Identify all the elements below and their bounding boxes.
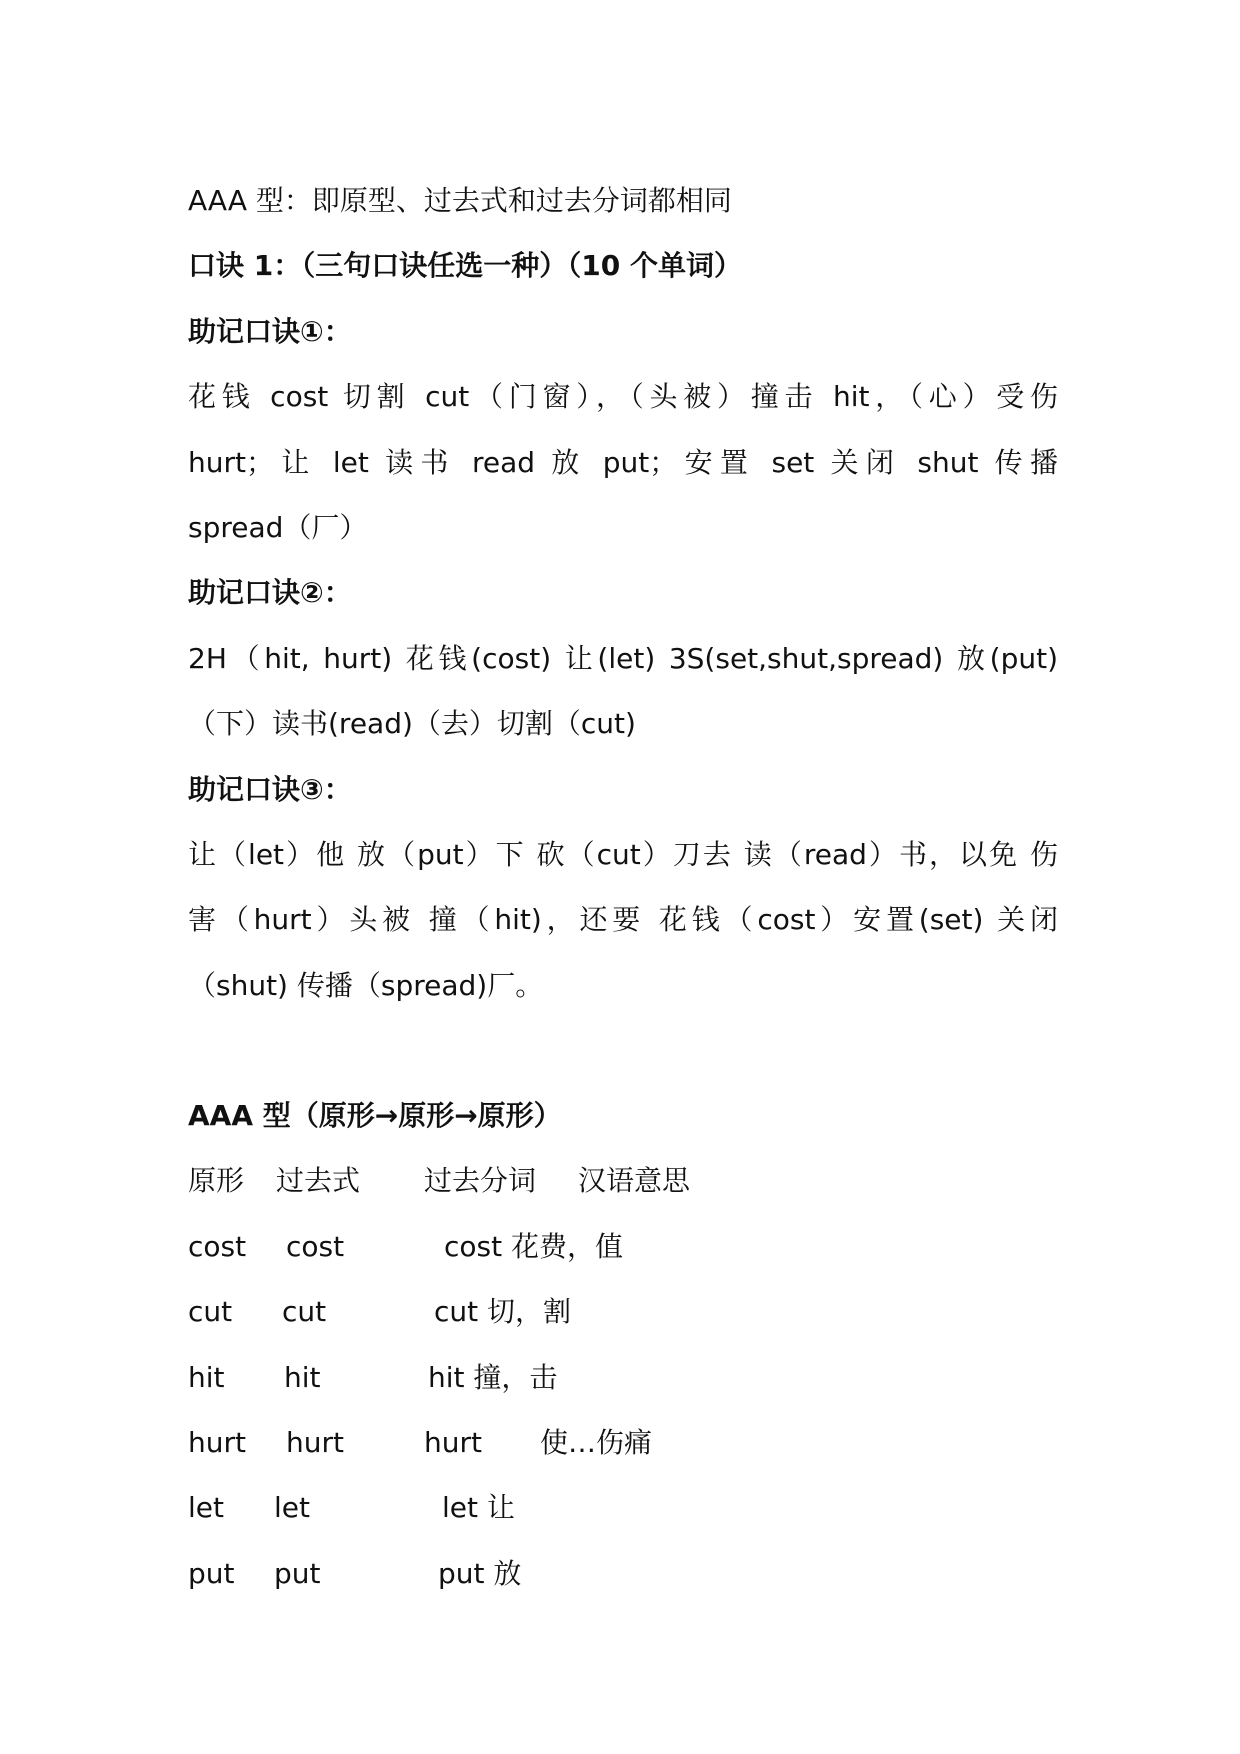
rhyme2-line-1: 2H（hit, hurt) 花钱(cost) 让(let) 3S(set,shut,spread) 放(put) <box>188 641 1058 675</box>
rhyme-heading: 口诀 1：（三句口诀任选一种）（10 个单词） <box>188 249 742 283</box>
cell-pp: let <box>442 1491 478 1525</box>
cell-pp: put <box>438 1556 485 1590</box>
cell-meaning: 花费，值 <box>511 1229 624 1263</box>
rhyme2-line-2: （下）读书(read)（去）切割（cut) <box>188 707 636 741</box>
cell-pp-meaning <box>428 1345 557 1410</box>
table-row <box>188 1345 1058 1410</box>
table-row <box>188 1279 1058 1344</box>
rhyme1-label: 助记口诀①： <box>188 314 352 348</box>
cell-base: hurt <box>188 1426 246 1460</box>
rhyme2-label: 助记口诀②： <box>188 576 352 610</box>
cell-pp: hurt <box>424 1426 482 1460</box>
cell-meaning: 使…伤痛 <box>540 1426 653 1460</box>
cell-pp: hit <box>428 1360 465 1394</box>
document-page <box>188 168 1058 1606</box>
blank-line <box>188 1018 1058 1083</box>
cell-past: cost <box>286 1229 345 1263</box>
table-row <box>188 1410 1058 1475</box>
rhyme3-line-1: 让（let）他 放（put）下 砍（cut）刀去 读（read）书，以免 伤 <box>188 837 1058 871</box>
cell-past: put <box>274 1556 321 1590</box>
cell-past: hit <box>284 1360 321 1394</box>
cell-past: let <box>274 1491 310 1525</box>
cell-past: hurt <box>286 1426 344 1460</box>
cell-base: cut <box>188 1295 233 1329</box>
cell-meaning: 让 <box>486 1491 515 1525</box>
cell-past: cut <box>282 1295 327 1329</box>
rhyme1-line-1: 花钱 cost 切割 cut（门窗），（头被）撞击 hit，（心）受伤 <box>188 380 1058 414</box>
table-row <box>188 1214 1058 1279</box>
cell-meaning: 放 <box>493 1556 522 1590</box>
cell-pp-meaning <box>434 1279 571 1344</box>
cell-base: let <box>188 1491 224 1525</box>
rhyme1-line-3: spread（厂） <box>188 510 368 544</box>
rhyme1-line-2: hurt；让 let 读书 read 放 put；安置 set 关闭 shut 传播 <box>188 445 1058 479</box>
cell-pp: cost <box>444 1229 503 1263</box>
table-header-row <box>188 1148 1058 1213</box>
header-past: 过去式 <box>276 1164 361 1198</box>
cell-base: hit <box>188 1360 225 1394</box>
header-pp: 过去分词 <box>424 1164 537 1198</box>
intro-text: AAA 型：即原型、过去式和过去分词都相同 <box>188 184 732 217</box>
table-title: AAA 型（原形→原形→原形） <box>188 1099 562 1133</box>
cell-pp-meaning <box>438 1541 521 1606</box>
header-base: 原形 <box>188 1164 245 1198</box>
cell-pp: cut <box>434 1295 479 1329</box>
cell-pp-meaning <box>442 1475 515 1540</box>
cell-meaning: 撞，击 <box>473 1360 558 1394</box>
table-row <box>188 1541 1058 1606</box>
rhyme3-line-3: （shut) 传播（spread)厂。 <box>188 968 544 1002</box>
cell-base: cost <box>188 1229 247 1263</box>
rhyme3-label: 助记口诀③： <box>188 772 352 806</box>
cell-meaning: 切，割 <box>487 1295 572 1329</box>
cell-base: put <box>188 1556 235 1590</box>
cell-pp-meaning <box>444 1214 623 1279</box>
rhyme3-line-2: 害（hurt）头被 撞（hit)，还要 花钱（cost）安置(set) 关闭 <box>188 903 1058 937</box>
table-row <box>188 1475 1058 1540</box>
header-meaning: 汉语意思 <box>578 1164 691 1198</box>
